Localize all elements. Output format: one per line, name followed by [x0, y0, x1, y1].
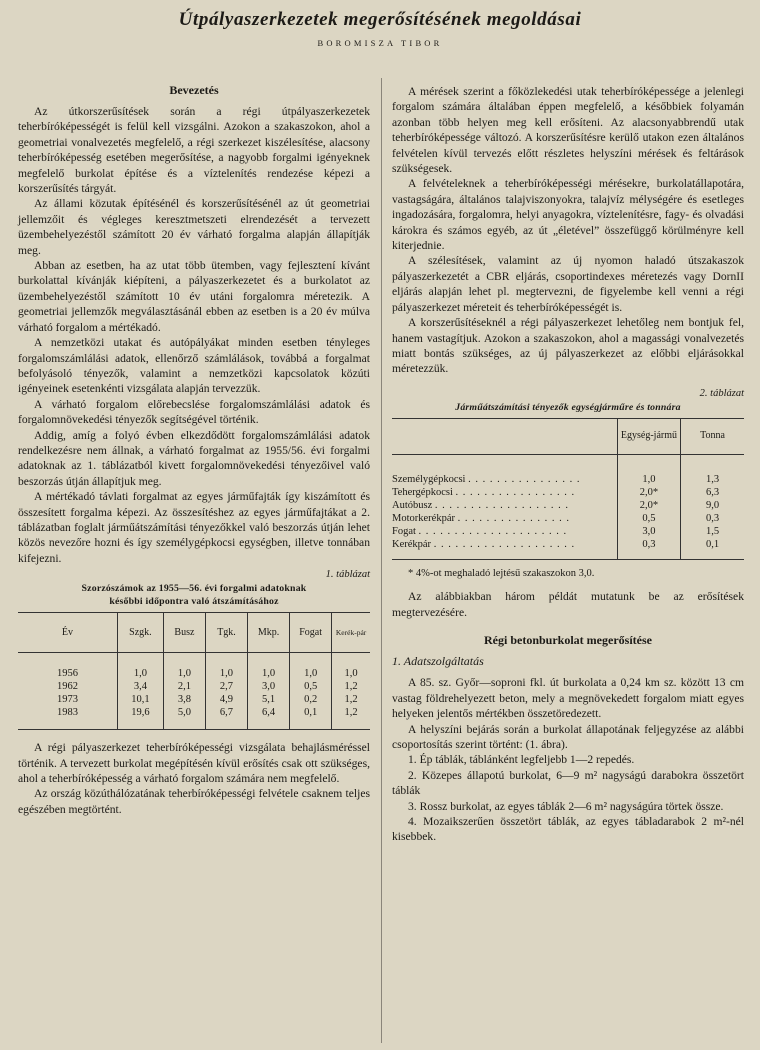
table-cell: 1,2 [332, 706, 370, 730]
section-heading: Régi betonburkolat megerősítése [484, 632, 652, 647]
table-cell: 5,1 [248, 693, 290, 706]
table-row [18, 693, 370, 706]
table-row [392, 525, 744, 538]
paragraph: A helyszíni bejárás során a burkolat állapotának feljegyzése az alábbi csoportosítás szerint történt: (1. ábra). [392, 722, 744, 751]
column-divider [381, 78, 382, 1043]
table-cell: 0,5 [617, 512, 680, 525]
subsection-heading: 1. Adatszolgáltatás [392, 653, 484, 668]
paragraph: Abban az esetben, ha az utat több ütemben, vagy fejlesztení kívánt burkolattal kívánják kiépíteni, a pályaszerkezetet és a burkolatot az üzembehelyezéstől számított 10 év utáni forgalomra méretezik. A geometriai jellemzők megválasztásánál ebben az esetben is a 20 év múlva várható forgalom a mértékadó. [18, 259, 370, 334]
column-header: Mkp. [248, 613, 290, 653]
table-footnote: * 4%-ot meghaladó lejtésű szakaszokon 3,0. [408, 567, 595, 579]
table-cell: 1,0 [205, 653, 247, 681]
left-column [18, 74, 370, 817]
table-cell: 0,3 [617, 538, 680, 560]
column-header: Tgk. [205, 613, 247, 653]
list-item: 1. Ép táblák, táblánként legfeljebb 1—2 repedés. [408, 753, 635, 767]
table-cell: 0,2 [290, 693, 332, 706]
table-cell: 2,0* [617, 486, 680, 499]
table-cell: 9,0 [681, 499, 744, 512]
column-header: Kerék-pár [332, 613, 370, 653]
multiplier-table [18, 612, 370, 730]
paragraph: A szélesítések, valamint az új nyomon haladó útszakaszok pályaszerkezetét a CBR eljárás, csoportindexes méretezés vagy DornII eljárás alapján lehet pl. megtervezni, de figyelembe kell venni a régi pályaszerkezet méreteit és teherbíróképességét is. [392, 254, 744, 314]
table-cell: 2,1 [163, 680, 205, 693]
table-cell: 1,5 [681, 525, 744, 538]
article-title: Útpályaszerkezetek megerősítésének megoldásai [178, 9, 582, 30]
table-cell: 1,2 [332, 693, 370, 706]
paragraph: A felvételeknek a teherbíróképességi mérésekre, burkolatállapotára, vastagságára, általános talajviszonyokra, talajvíz mélységére és esetleges ingadozására, forgalomra, helyi anyagokra, víztelenítésre, fagy- és olvadási károkra és számos egyéb, az út „életével” összefüggő körülményre kell kiterjednie. [392, 177, 744, 253]
table-cell: 19,6 [117, 706, 163, 730]
table-cell: 1962 [56, 681, 78, 693]
table-cell: 1973 [56, 694, 78, 706]
table-cell: Motorkerékpár . . . . . . . . . . . . . . . . [392, 512, 570, 524]
paragraph: A nemzetközi utakat és autópályákat minden esetben tényleges forgalomszámlálási adatok, ellenőrző számlálások, továbbá a forgalmat befolyásoló tényezők, valamint a nemzetközi kapcsolatok közúti igényeinek esetenkénti vizsgálata alapján tervezzük. [18, 336, 370, 396]
column-header: Busz [163, 613, 205, 653]
table-row [392, 499, 744, 512]
table-cell: 0,3 [681, 512, 744, 525]
table-cell: 10,1 [117, 693, 163, 706]
table-cell: 1,0 [290, 653, 332, 681]
list-item: 4. Mozaikszerűen összetört táblák, az egyes tábladarabok 2 m²-nél kisebbek. [392, 815, 744, 844]
table-cell: 5,0 [163, 706, 205, 730]
table-cell: 1,2 [332, 680, 370, 693]
list-item: 3. Rossz burkolat, az egyes táblák 2—6 m² nagyságúra törtek össze. [408, 799, 724, 813]
table-cell: 1,0 [617, 454, 680, 486]
table-cell: Kerékpár . . . . . . . . . . . . . . . . . . . . [392, 538, 576, 550]
paragraph: Az útkorszerűsítések során a régi útpályaszerkezetek teherbíróképességét is felül kell vizsgálni. Azokon a szakaszokon, ahol a geometriai vonalvezetés megfelelő, a régi szerkezet kiszélesítése, alacsony teherbíróképesség esetében megerősítése, a nagyobb forgalmi igényeknek megfelelő burkolat építése és a víztelenítés rendezése képezi a korszerűsítés tárgyát. [18, 105, 370, 196]
author-name: BOROMISZA TIBOR [317, 38, 443, 48]
table-cell: 3,0 [617, 525, 680, 538]
paragraph: A várható forgalom előrebecslése forgalomszámlálási adatok és forgalomnövekedési tényezők segítségével történik. [18, 397, 370, 427]
paragraph: Az állami közutak építésénél és korszerűsítésénél az út geometriai jellemzőit és végleges keresztmetszeti elrendezését a tervezett üzembehelyezéstől számított 20 év várható forgalma alapján állapítják meg. [18, 197, 370, 257]
list-item: 2. Közepes állapotú burkolat, 6—9 m² nagyságú darabokra összetört táblák [392, 768, 744, 798]
table-cell: 3,4 [117, 680, 163, 693]
paragraph: A 85. sz. Győr—soproni fkl. út burkolata a 0,24 km sz. között 13 cm vastag földrehelyezett beton, mely a megnövekedett forgalom miatt egyes helyeken jelentős mértékben összetöredezett. [392, 676, 744, 721]
section-heading: Bevezetés [169, 83, 219, 97]
table-cell: 1956 [56, 668, 78, 680]
table-title: Járműátszámítási tényezők egységjárműre és tonnára [455, 401, 681, 413]
table-cell: 1,3 [681, 454, 744, 486]
paragraph: Az alábbiakban három példát mutatunk be az erősítések megtervezésére. [392, 590, 744, 619]
table-number: 1. táblázat [325, 569, 370, 581]
table-cell: Autóbusz . . . . . . . . . . . . . . . . . . . [392, 499, 569, 511]
table-cell: 2,0* [617, 499, 680, 512]
column-header: Év [18, 613, 117, 653]
column-header [392, 418, 617, 454]
table-cell: Személygépkocsi . . . . . . . . . . . . . . . . [392, 473, 581, 485]
column-header: Szgk. [117, 613, 163, 653]
table-row [392, 538, 744, 560]
column-header: Egység-jármű [617, 418, 680, 454]
table-cell: 6,3 [681, 486, 744, 499]
table-cell: 1,0 [117, 653, 163, 681]
table-cell: 0,1 [681, 538, 744, 560]
table-cell: 0,5 [290, 680, 332, 693]
table-cell: 1,0 [248, 653, 290, 681]
table-cell: Fogat . . . . . . . . . . . . . . . . . . . . . [392, 525, 568, 537]
table-cell: 4,9 [205, 693, 247, 706]
table-row [392, 454, 744, 486]
conversion-table [392, 418, 744, 560]
table-cell: 6,7 [205, 706, 247, 730]
table-row [18, 653, 370, 681]
table-cell: 1,0 [163, 653, 205, 681]
table-header-row [392, 418, 744, 454]
table-row [18, 680, 370, 693]
table-row [392, 512, 744, 525]
table-title: későbbi időpontra való átszámításához [109, 596, 279, 608]
table-title: Szorzószámok az 1955—56. évi forgalmi adatoknak [81, 583, 307, 595]
table-cell: 2,7 [205, 680, 247, 693]
table-cell: 3,8 [163, 693, 205, 706]
table-cell: 1,0 [332, 653, 370, 681]
paragraph: Addig, amíg a folyó évben elkezdődött forgalomszámlálási adatok rendelkezésre nem állnak, a várható forgalmat az 1955/56. évi forgalmi adatoknak az 1. táblázatból kivett forgalomnövekedési tényezőivel való beszorzás útján állapítjuk meg. [18, 428, 370, 488]
column-header: Tonna [681, 418, 744, 454]
table-row [18, 706, 370, 730]
table-cell: Tehergépkocsi . . . . . . . . . . . . . . . . . [392, 486, 576, 498]
table-row [392, 486, 744, 499]
table-header-row [18, 613, 370, 653]
table-number: 2. táblázat [699, 387, 744, 399]
right-column [392, 84, 744, 845]
table-cell: 6,4 [248, 706, 290, 730]
column-header: Fogat [290, 613, 332, 653]
paragraph: A mértékadó távlati forgalmat az egyes járműfajták így kiszámított és összesített forgalma képezi. Az összesítéshez az egyes járműfajtákat a 2. táblázatban foglalt járműátszámítási tényezőkkel való beszorzás útján lehet közös nevezőre hozni és így személygépkocsi egységben, illetve tonnában kifejezni. [18, 490, 370, 565]
paragraph: A régi pályaszerkezet teherbíróképességi vizsgálata behajlásméréssel történik. A tervezett burkolat megépítésén kívül erősítés csak ott szükséges, ahol a teherbíróképesség a várható forgalom számára nem megfelelő. [18, 741, 370, 785]
table-cell: 1983 [56, 707, 78, 719]
paragraph: A korszerűsítéseknél a régi pályaszerkezet lehetőleg nem bontjuk fel, hanem vastagítjuk. Azokon a szakaszokon, ahol a magassági vonalvezetés miatt bontás szükséges, az új pályaszerkezet az előbbi eljárásokkal méretezzük. [392, 316, 744, 376]
table-cell: 0,1 [290, 706, 332, 730]
paragraph: A mérések szerint a főközlekedési utak teherbíróképessége a jelenlegi forgalom számára általában éppen megfelelő, a későbbiek folyamán azonban több helyen meg kell erősíteni. Az alacsonyabbrendű utak teherbíróképessége változó. A korszerűsítésre kerülő utakon ezen általános felvételen kívül tervezés előtt részletes helyszíni mérések és feltárások szükségesek. [392, 85, 744, 176]
table-cell: 3,0 [248, 680, 290, 693]
paragraph: Az ország közúthálózatának teherbíróképességi felvétele csaknem teljes egészében megtörtént. [18, 787, 370, 816]
